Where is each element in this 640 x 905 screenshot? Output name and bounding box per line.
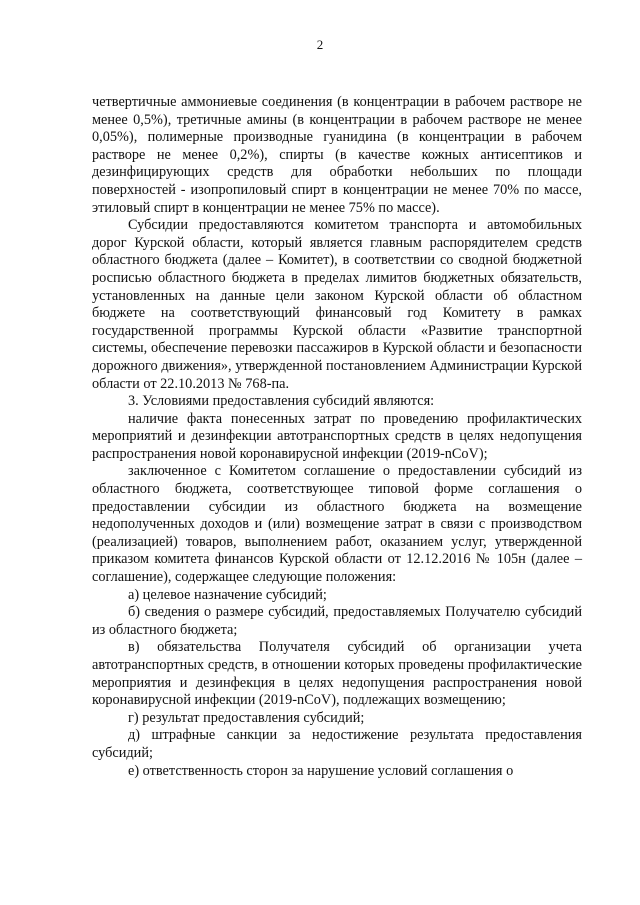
list-item-d: д) штрафные санкции за недостижение результата предоставления субсидий;	[92, 727, 582, 761]
list-item-v: в) обязательства Получателя субсидий об организации учета автотранспортных средств, в отношении которых проведены профилактические мероприятия и дезинфекция в целях недопущения распространения новой коронавирусной инфекции (2019-nCoV), подлежащих возмещению;	[92, 639, 582, 709]
paragraph-agreement: заключенное с Комитетом соглашение о предоставлении субсидий из областного бюджета, соответствующее типовой форме соглашения о предоставлении субсидии из областного бюджета на возмещение недополученных доходов и (или) возмещение затрат в связи с производством (реализацией) товаров, выполнением работ, оказанием услуг, утвержденной приказом комитета финансов Курской области от 12.12.2016 № 105н (далее – соглашение), содержащее следующие положения:	[92, 463, 582, 586]
paragraph-antiseptics: четвертичные аммониевые соединения (в концентрации в рабочем растворе не менее 0,5%), третичные амины (в концентрации в рабочем растворе не менее 0,05%), полимерные производные гуанидина (в концентрации в рабочем растворе не менее 0,2%), спирты (в качестве кожных антисептиков и дезинфицирующих средств для обработки небольших по площади поверхностей - изопропиловый спирт в концентрации не менее 70% по массе, этиловый спирт в концентрации не менее 75% по массе).	[92, 94, 582, 216]
list-item-a: а) целевое назначение субсидий;	[128, 586, 327, 603]
document-body	[92, 94, 582, 780]
list-item-g: г) результат предоставления субсидий;	[128, 709, 365, 726]
paragraph-conditions-heading: 3. Условиями предоставления субсидий являются:	[128, 393, 435, 410]
page-number: 2	[316, 37, 324, 52]
paragraph-subsidies-provider: Субсидии предоставляются комитетом транспорта и автомобильных дорог Курской области, который является главным распорядителем средств областного бюджета (далее – Комитет), в соответствии со сводной бюджетной росписью областного бюджета в пределах лимитов бюджетных обязательств, установленных на данные цели законом Курской области об областном бюджете на соответствующий финансовый год Комитету в рамках государственной программы Курской области «Развитие транспортной системы, обеспечение перевозки пассажиров в Курской области и безопасности дорожного движения», утвержденной постановлением Администрации Курской области от 22.10.2013 № 768-па.	[92, 217, 582, 392]
list-item-e: е) ответственность сторон за нарушение условий соглашения о	[128, 762, 514, 779]
list-item-b: б) сведения о размере субсидий, предоставляемых Получателю субсидий из областного бюджета;	[92, 604, 582, 638]
paragraph-costs-fact: наличие факта понесенных затрат по проведению профилактических мероприятий и дезинфекции автотранспортных средств в целях недопущения распространения новой коронавирусной инфекции (2019-nCoV);	[92, 410, 582, 462]
